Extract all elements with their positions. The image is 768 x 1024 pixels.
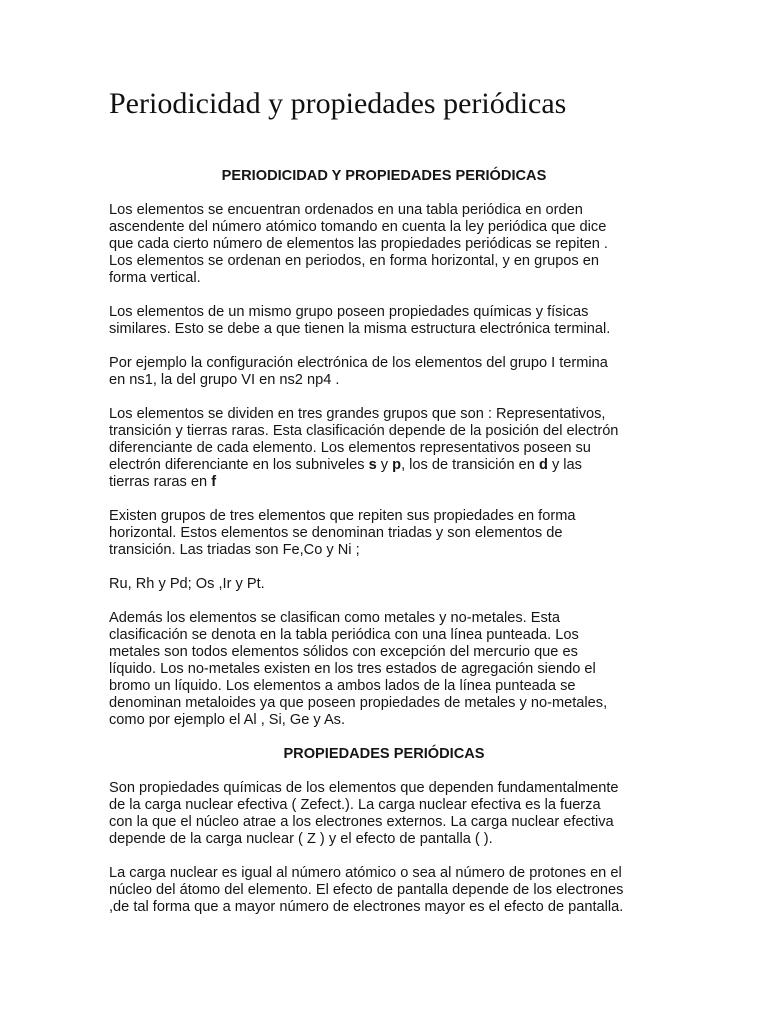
text-line: depende de la carga nuclear ( Z ) y el efecto de pantalla ( ). [109,831,493,847]
text-line: Son propiedades químicas de los elementos que dependen fundamentalmente [109,780,619,796]
text-line: como por ejemplo el Al , Si, Ge y As. [109,712,346,728]
text-line-mixed [109,474,659,491]
text-line: en ns1, la del grupo VI en ns2 np4 . [109,372,340,388]
text-line: Además los elementos se clasifican como metales y no-metales. Esta [109,610,560,626]
bold-term-d: d [538,457,548,473]
document-body [109,168,659,933]
text-line: ascendente del número atómico tomando en cuenta la ley periódica que dice [109,219,607,235]
text-line: líquido. Los no-metales existen en los tres estados de agregación siendo el [109,661,596,677]
text-line: de la carga nuclear efectiva ( Zefect.). La carga nuclear efectiva es la fuerza [109,797,601,813]
text-line: Los elementos se encuentran ordenados en una tabla periódica en orden [109,202,583,218]
paragraph-nuclear-charge [109,865,659,916]
text-line: transición y tierras raras. Esta clasificación depende de la posición del electrón [109,423,619,439]
text-line: denominan metaloides ya que poseen propiedades de metales y no-metales, [109,695,608,711]
text-line: horizontal. Estos elementos se denominan triadas y son elementos de [109,525,563,541]
text-line: Ru, Rh y Pd; Os ,Ir y Pt. [109,576,265,592]
paragraph-triads-list [109,576,659,593]
text-line: Los elementos se ordenan en periodos, en forma horizontal, y en grupos en [109,253,600,269]
text-line: ,de tal forma que a mayor número de electrones mayor es el efecto de pantalla. [109,899,624,915]
text-line: metales son todos elementos sólidos con excepción del mercurio que es [109,644,578,660]
text-line: bromo un líquido. Los elementos a ambos lados de la línea punteada se [109,678,576,694]
paragraph-properties [109,780,659,848]
text-line: Los elementos de un mismo grupo poseen propiedades químicas y físicas [109,304,589,320]
text-line: Por ejemplo la configuración electrónica de los elementos del grupo I termina [109,355,608,371]
section-heading-main: PERIODICIDAD Y PROPIEDADES PERIÓDICAS [221,168,547,184]
paragraph-triads [109,508,659,559]
text-line: con la que el núcleo atrae a los electrones externos. La carga nuclear efectiva [109,814,614,830]
paragraph-groups [109,304,659,338]
paragraph-metals [109,610,659,729]
text-line: diferenciante de cada elemento. Los elementos representativos poseen su [109,440,591,456]
bold-term-p: p [392,457,402,473]
paragraph-ordering [109,202,659,287]
paragraph-classification [109,406,659,491]
text-line: núcleo del átomo del elemento. El efecto de pantalla depende de los electrones [109,882,624,898]
bold-term-f: f [211,474,217,490]
text-line-mixed [109,457,659,474]
text-line: Existen grupos de tres elementos que repiten sus propiedades en forma [109,508,576,524]
text-line: similares. Esto se debe a que tienen la misma estructura electrónica terminal. [109,321,611,337]
text-run: y las [547,457,582,473]
text-run: , los de transición en [401,457,539,473]
text-line: que cada cierto número de elementos las propiedades periódicas se repiten . [109,236,608,252]
document-title: Periodicidad y propiedades periódicas [109,87,567,120]
text-line: La carga nuclear es igual al número atómico o sea al número de protones en el [109,865,622,881]
text-line: Los elementos se dividen en tres grandes grupos que son : Representativos, [109,406,606,422]
text-line: forma vertical. [109,270,201,286]
text-run: y [376,457,393,473]
paragraph-example [109,355,659,389]
text-run: tierras raras en [109,474,212,490]
text-line: transición. Las triadas son Fe,Co y Ni ; [109,542,360,558]
bold-term-s: s [368,457,377,473]
section-heading-properties: PROPIEDADES PERIÓDICAS [283,746,485,762]
text-run: electrón diferenciante en los subniveles [109,457,369,473]
text-line: clasificación se denota en la tabla periódica con una línea punteada. Los [109,627,579,643]
